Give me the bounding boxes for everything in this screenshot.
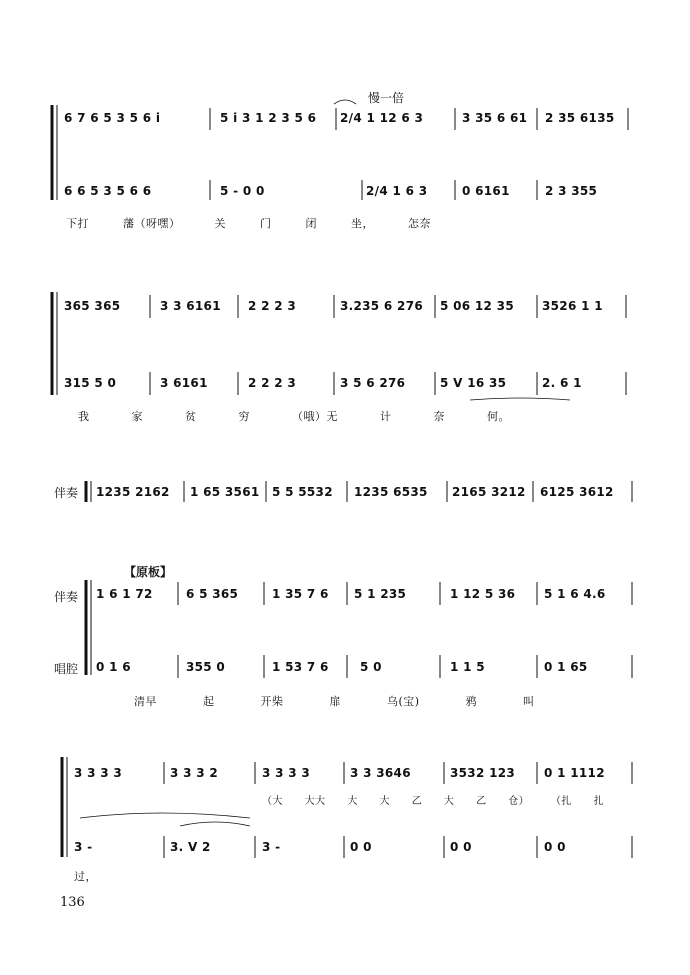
s5-upper-measure: 3 3 3 3 — [74, 766, 123, 780]
s4-lower-measure: 1 1 5 — [450, 660, 485, 674]
s1-upper-measure: 3 35 6 61 — [462, 111, 528, 125]
s2-lower-measure: 315 5 0 — [64, 376, 117, 390]
s2-lyrics: 我 家 贫 穷 （哦）无 计 奈 何。 — [78, 410, 510, 423]
s5-upper-measure: 3 3 3 3 — [262, 766, 311, 780]
s5-upper-measure: 3532 123 — [450, 766, 516, 780]
page-number: 136 — [60, 895, 85, 910]
s4-lower-measure: 1 53 7 6 — [272, 660, 329, 674]
s2-lower-measure: 2. 6 1 — [542, 376, 582, 390]
s4-upper-measure: 1 35 7 6 — [272, 587, 329, 601]
s1-lyrics: 下打 藩（呀嘿） 关 门 闭 坐， 怎奈 — [66, 217, 431, 230]
s1-lower-measure: 2 3 355 — [545, 184, 598, 198]
s1-upper-measure: 2 35 6135 — [545, 111, 615, 125]
s2-upper-measure: 365 365 — [64, 299, 121, 313]
s4-lyrics: 清早 起 开柴 扉 乌(宝) 鸦 叫 — [134, 695, 535, 708]
s3-measure: 1235 2162 — [96, 485, 170, 499]
s4-upper-measure: 5 1 6 4.6 — [544, 587, 606, 601]
s3-measure: 2165 3212 — [452, 485, 526, 499]
s2-upper-measure: 2 2 2 3 — [248, 299, 297, 313]
s3-measure: 6125 3612 — [540, 485, 614, 499]
accompaniment-label: 伴奏 — [54, 486, 79, 500]
s5-upper-measure: 3 3 3646 — [350, 766, 411, 780]
s3-measure: 1 65 3561 — [190, 485, 260, 499]
s5-lower-measure: 3. V 2 — [170, 840, 211, 854]
s5-lower-measure: 3 - — [262, 840, 281, 854]
s2-lower-measure: 3 6161 — [160, 376, 208, 390]
tempo-annotation: 慢一倍 — [368, 91, 405, 105]
s2-lower-measure: 3 5 6 276 — [340, 376, 406, 390]
vocal-label: 唱腔 — [54, 662, 79, 676]
s1-lower-measure: 6 6 5 3 5 6 6 — [64, 184, 152, 198]
s2-lower-measure: 5 V 16 35 — [440, 376, 507, 390]
s4-lower-measure: 0 1 6 — [96, 660, 131, 674]
accompaniment-label: 伴奏 — [54, 590, 79, 604]
s2-lower-measure: 2 2 2 3 — [248, 376, 297, 390]
s4-upper-measure: 1 6 1 72 — [96, 587, 153, 601]
s5-upper-measure: 0 1 1112 — [544, 766, 605, 780]
s2-upper-measure: 3 3 6161 — [160, 299, 221, 313]
s2-upper-measure: 5 06 12 35 — [440, 299, 514, 313]
s5-lyrics: 过， — [74, 870, 97, 883]
section-heading: 【原板】 — [124, 565, 173, 579]
s1-upper-measure: 6 7 6 5 3 5 6 i — [64, 111, 161, 125]
s4-upper-measure: 5 1 235 — [354, 587, 407, 601]
s5-lower-measure: 0 0 — [544, 840, 566, 854]
s1-lower-measure: 0 6161 — [462, 184, 510, 198]
s4-lower-measure: 5 0 — [360, 660, 382, 674]
s4-upper-measure: 6 5 365 — [186, 587, 239, 601]
s1-upper-measure: 5 i 3 1 2 3 5 6 — [220, 111, 317, 125]
s5-lower-measure: 0 0 — [450, 840, 472, 854]
s3-measure: 5 5 5532 — [272, 485, 333, 499]
s2-upper-measure: 3.235 6 276 — [340, 299, 424, 313]
s1-upper-measure: 2/4 1 12 6 3 — [340, 111, 424, 125]
s1-lower-measure: 2/4 1 6 3 — [366, 184, 428, 198]
s4-upper-measure: 1 12 5 36 — [450, 587, 516, 601]
s2-upper-measure: 3526 1 1 — [542, 299, 603, 313]
s4-lower-measure: 0 1 65 — [544, 660, 588, 674]
s5-lower-measure: 3 - — [74, 840, 93, 854]
s5-lower-measure: 0 0 — [350, 840, 372, 854]
s4-lower-measure: 355 0 — [186, 660, 226, 674]
s3-measure: 1235 6535 — [354, 485, 428, 499]
s5-percussion: （大 大大 大 大 乙 大 乙 仓） （扎 扎 — [262, 796, 605, 807]
s1-lower-measure: 5 - 0 0 — [220, 184, 265, 198]
s5-upper-measure: 3 3 3 2 — [170, 766, 219, 780]
